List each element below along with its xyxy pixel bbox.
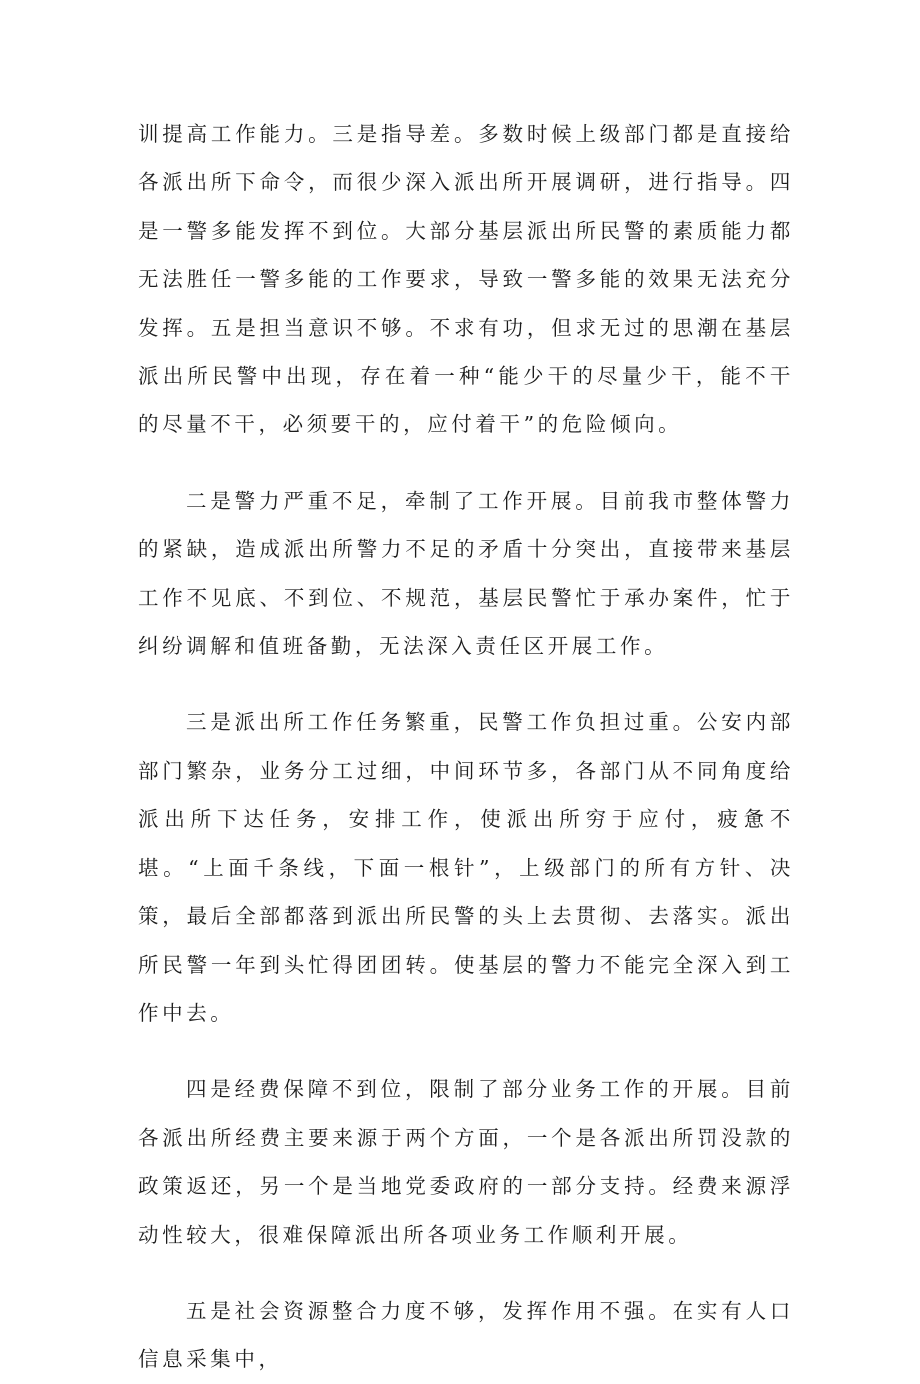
paragraph-spacer (138, 670, 794, 698)
paragraph-point-3: 三是派出所工作任务繁重，民警工作负担过重。公安内部部门繁杂，业务分工过细，中间环节多，各部门从不同角度给派出所下达任务，安排工作，使派出所穷于应付，疲惫不堪。“上面千条线，下面一根针”，上级部门的所有方针、决策，最后全部都落到派出所民警的头上去贯彻、去落实。派出所民警一年到头忙得团团转。使基层的警力不能完全深入到工作中去。 (138, 710, 794, 1025)
paragraph-spacer (138, 1259, 794, 1287)
paragraph-point-5: 五是社会资源整合力度不够，发挥作用不强。在实有人口信息采集中， (138, 1298, 794, 1372)
paragraph-continuation: 训提高工作能力。三是指导差。多数时候上级部门都是直接给各派出所下命令，而很少深入派出所开展调研，进行指导。四是一警多能发挥不到位。大部分基层派出所民警的素质能力都无法胜任一警多能的工作要求，导致一警多能的效果无法充分发挥。五是担当意识不够。不求有功，但求无过的思潮在基层派出所民警中出现，存在着一种“能少干的尽量少干，能不干的尽量不干，必须要干的，应付着干”的危险倾向。 (138, 122, 794, 437)
paragraph-point-4: 四是经费保障不到位，限制了部分业务工作的开展。目前各派出所经费主要来源于两个方面，一个是各派出所罚没款的政策返还，另一个是当地党委政府的一部分支持。经费来源浮动性较大，很难保障派出所各项业务工作顺利开展。 (138, 1077, 794, 1247)
paragraph-point-2: 二是警力严重不足，牵制了工作开展。目前我市整体警力的紧缺，造成派出所警力不足的矛盾十分突出，直接带来基层工作不见底、不到位、不规范，基层民警忙于承办案件，忙于纠纷调解和值班备勤，无法深入责任区开展工作。 (138, 488, 794, 659)
document-body (138, 110, 794, 1384)
paragraph-spacer (138, 1037, 794, 1065)
paragraph-spacer (138, 449, 794, 477)
